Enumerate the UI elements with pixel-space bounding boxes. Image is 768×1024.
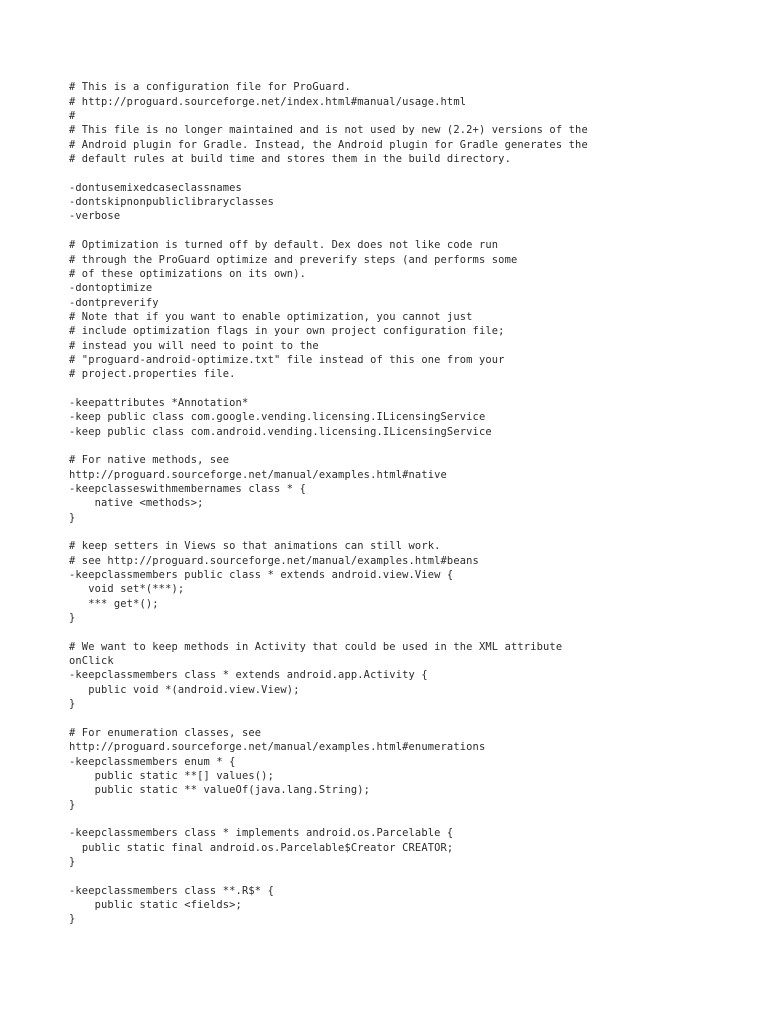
code-line: # instead you will need to point to the [69,339,319,352]
code-line: -keepclassmembers public class * extends android.view.View { [69,569,454,582]
code-line: -keepclassmembers class * extends android.app.Activity { [69,669,428,682]
code-line [69,625,729,639]
code-line: # Android plugin for Gradle. Instead, the Android plugin for Gradle generates the [69,138,588,151]
code-line [69,224,729,238]
code-line [69,712,729,726]
code-line: # For native methods, see [69,454,230,467]
code-line: } [69,798,76,811]
code-line: # We want to keep methods in Activity that could be used in the XML attribute [69,640,563,653]
code-line: void set*(***); [69,583,185,596]
code-line: # project.properties file. [69,368,236,381]
code-line: public void *(android.view.View); [69,683,300,696]
code-line: # Optimization is turned off by default. Dex does not like code run [69,239,499,252]
code-line: # "proguard-android-optimize.txt" file instead of this one from your [69,353,505,366]
code-line: } [69,612,76,625]
code-line: # For enumeration classes, see [69,726,262,739]
code-line [69,382,729,396]
code-line: http://proguard.sourceforge.net/manual/examples.html#native [69,468,447,481]
code-line [69,869,729,883]
code-line [69,525,729,539]
code-line: -keep public class com.google.vending.licensing.ILicensingService [69,411,486,424]
code-line: -keepclassmembers class **.R$* { [69,884,274,897]
code-line [69,166,729,180]
code-line: onClick [69,655,114,668]
code-line: -keepattributes *Annotation* [69,396,249,409]
code-line: public static final android.os.Parcelable$Creator CREATOR; [69,841,454,854]
code-line: -keepclasseswithmembernames class * { [69,483,307,496]
code-line: } [69,855,76,868]
code-line: -dontpreverify [69,296,159,309]
code-line: -keep public class com.android.vending.licensing.ILicensingService [69,425,492,438]
code-line: -dontusemixedcaseclassnames [69,181,242,194]
code-line: } [69,698,76,711]
code-line: # default rules at build time and stores them in the build directory. [69,153,511,166]
code-line: http://proguard.sourceforge.net/manual/examples.html#enumerations [69,741,486,754]
code-line: -keepclassmembers enum * { [69,755,236,768]
code-line: } [69,913,76,926]
code-line: # keep setters in Views so that animations can still work. [69,540,441,553]
code-line: # http://proguard.sourceforge.net/index.html#manual/usage.html [69,95,467,108]
code-line: # This is a configuration file for ProGuard. [69,81,351,94]
code-line: # of these optimizations on its own). [69,267,307,280]
code-line: -keepclassmembers class * implements android.os.Parcelable { [69,827,454,840]
code-line: public static <fields>; [69,898,242,911]
code-line: # see http://proguard.sourceforge.net/manual/examples.html#beans [69,554,479,567]
code-line [69,439,729,453]
code-line: -dontoptimize [69,282,153,295]
code-line: native <methods>; [69,497,204,510]
code-line: public static **[] values(); [69,769,274,782]
code-line: public static ** valueOf(java.lang.String); [69,784,371,797]
code-line: # [69,110,76,123]
code-line: # This file is no longer maintained and is not used by new (2.2+) versions of the [69,124,588,137]
code-line: # through the ProGuard optimize and preverify steps (and performs some [69,253,518,266]
code-line: } [69,511,76,524]
code-line: *** get*(); [69,597,159,610]
code-line: # Note that if you want to enable optimization, you cannot just [69,310,473,323]
code-line: -verbose [69,210,121,223]
code-line: -dontskipnonpubliclibraryclasses [69,196,274,209]
proguard-rules-text [69,80,729,926]
code-line [69,812,729,826]
code-line: # include optimization flags in your own project configuration file; [69,325,505,338]
